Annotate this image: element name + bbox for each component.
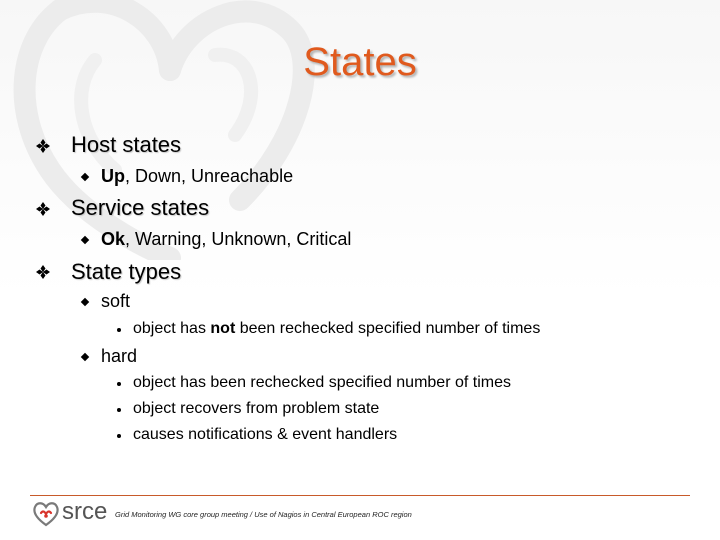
- logo-text: srce: [62, 498, 108, 525]
- detail-item-hard: causes notifications & event handlers: [133, 426, 398, 443]
- dot-bullet-icon: [117, 328, 121, 332]
- sub-item-text: , Warning, Unknown, Critical: [125, 229, 352, 249]
- list-item-service-states: Service states: [71, 195, 210, 220]
- detail-item-soft: [133, 320, 540, 338]
- bold-text: not: [210, 320, 236, 337]
- detail-item-hard: object has been rechecked specified number of times: [133, 374, 511, 391]
- four-diamond-bullet-icon: [36, 139, 50, 153]
- heart-watermark-icon: [0, 0, 330, 260]
- detail-text: been rechecked specified number of times: [235, 320, 541, 337]
- sub-item-service-values: [101, 229, 351, 250]
- dot-bullet-icon: [117, 408, 121, 412]
- sub-item-soft: soft: [101, 291, 131, 311]
- bold-text: Up: [101, 166, 125, 186]
- diamond-bullet-icon: [81, 353, 89, 361]
- footer-caption: Grid Monitoring WG core group meeting / Use of Nagios in Central European ROC region: [115, 510, 412, 519]
- bold-text: Ok: [101, 229, 126, 249]
- footer-divider: [30, 495, 690, 496]
- sub-item-host-values: [101, 166, 293, 187]
- sub-item-text: , Down, Unreachable: [125, 166, 294, 186]
- sub-item-hard: hard: [101, 346, 138, 366]
- slide-title: States: [303, 40, 417, 84]
- dot-bullet-icon: [117, 434, 121, 438]
- four-diamond-bullet-icon: [36, 265, 50, 279]
- detail-item-hard: object recovers from problem state: [133, 400, 380, 417]
- four-diamond-bullet-icon: [36, 202, 50, 216]
- detail-text: object has: [133, 320, 211, 337]
- list-item-state-types: State types: [71, 259, 182, 284]
- dot-bullet-icon: [117, 382, 121, 386]
- list-item-host-states: Host states: [71, 132, 182, 157]
- diamond-bullet-icon: [81, 298, 89, 306]
- srce-heart-logo-icon: [32, 500, 60, 528]
